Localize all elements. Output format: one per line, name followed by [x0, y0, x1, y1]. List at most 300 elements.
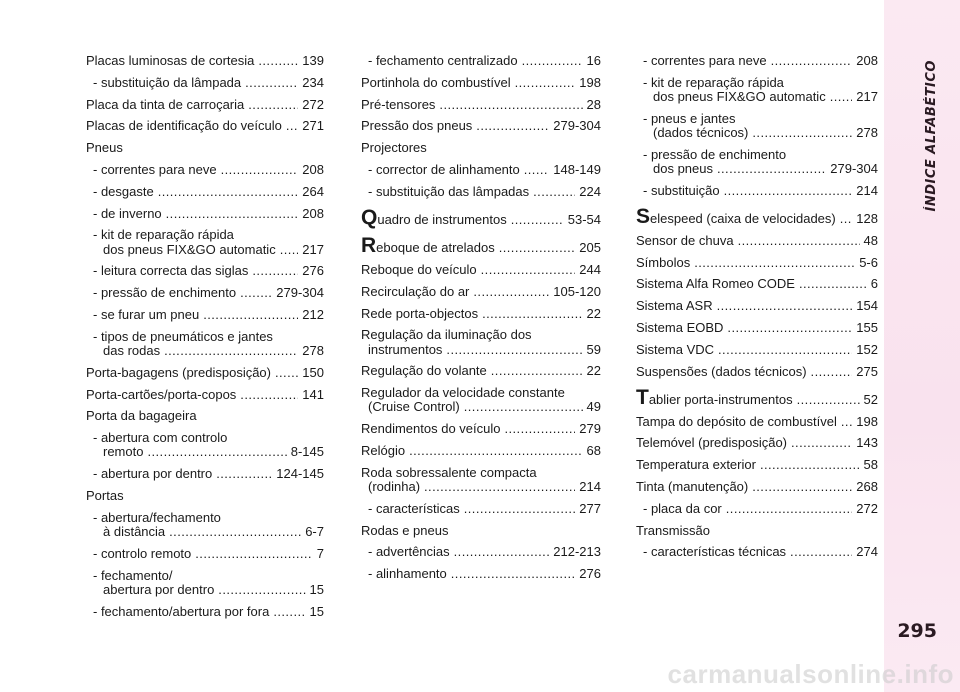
index-line: [361, 386, 601, 400]
index-term: uadro de instrumentos: [377, 211, 507, 227]
index-line: [86, 163, 324, 177]
page-reference: 217: [302, 241, 324, 257]
index-term: Regulação do volante: [361, 363, 487, 379]
page-reference: 58: [863, 457, 878, 473]
leader-dots: [533, 185, 575, 199]
page-reference: 15: [309, 603, 324, 619]
index-entry: [86, 388, 324, 402]
leader-dots: [738, 234, 860, 248]
page-reference: 8-145: [290, 444, 324, 460]
index-entry: [86, 569, 324, 597]
page-reference: 7: [316, 545, 324, 561]
index-line: [636, 112, 878, 126]
index-term: (dados técnicos): [653, 125, 749, 140]
page-reference: 214: [579, 478, 601, 494]
leader-dots: [286, 119, 298, 133]
index-line: [361, 285, 601, 299]
index-entry: [636, 148, 878, 176]
leader-dots: [275, 366, 298, 380]
index-entry: [361, 263, 601, 277]
index-term: Tampa do depósito de combustível: [636, 413, 837, 429]
page-number: 295: [897, 620, 937, 642]
page-reference: 105-120: [553, 283, 601, 299]
index-line: [636, 162, 878, 176]
page-reference: 264: [302, 183, 324, 199]
leader-dots: [840, 212, 853, 226]
page-reference: 278: [302, 342, 324, 358]
index-line: [361, 141, 601, 155]
leader-dots: [718, 343, 852, 357]
index-line: [86, 330, 324, 344]
index-line: [636, 524, 878, 538]
index-term: abertura por dentro: [103, 581, 215, 597]
page-reference: 208: [856, 53, 878, 68]
index-entry: [86, 409, 324, 423]
index-term: - características técnicas: [643, 544, 787, 560]
page-reference: 274: [856, 544, 878, 560]
index-term: Suspensões (dados técnicos): [636, 363, 807, 379]
index-term: dos pneus FIX&GO automatic: [103, 241, 276, 257]
index-line: [636, 415, 878, 429]
index-section-entry: [361, 234, 601, 258]
index-entry: [636, 299, 878, 313]
index-line: [636, 321, 878, 335]
index-line: [86, 76, 324, 90]
leader-dots: [791, 436, 852, 450]
index-line: [86, 228, 324, 242]
page-reference: 16: [586, 53, 601, 68]
leader-dots: [203, 308, 298, 322]
index-term: - pressão de enchimento: [643, 146, 787, 162]
index-term: Portinhola do combustível: [361, 74, 511, 90]
page-reference: 22: [586, 363, 601, 379]
index-entry: [636, 234, 878, 248]
leader-dots: [717, 162, 826, 176]
index-term: Placa da tinta de carroçaria: [86, 96, 245, 112]
page-reference: 214: [856, 182, 878, 198]
leader-dots: [158, 185, 299, 199]
page-reference: 277: [579, 500, 601, 516]
index-term: - abertura/fechamento: [93, 509, 221, 525]
index-line: [86, 185, 324, 199]
index-entry: [86, 163, 324, 177]
index-entry: [361, 444, 601, 458]
page-reference: 139: [302, 53, 324, 68]
index-entry: [636, 184, 878, 198]
index-line: [636, 54, 878, 68]
index-line: [361, 263, 601, 277]
index-line: [361, 234, 601, 258]
index-entry: [361, 422, 601, 436]
page-reference: 268: [856, 478, 878, 494]
index-line: [636, 90, 878, 104]
index-term: - fechamento/abertura por fora: [93, 603, 270, 619]
index-term: - desgaste: [93, 183, 154, 199]
index-entry: [361, 386, 601, 414]
page-reference: 48: [863, 232, 878, 248]
index-entry: [86, 286, 324, 300]
page-reference: 271: [302, 118, 324, 134]
index-entry: [361, 545, 601, 559]
index-term: - placa da cor: [643, 500, 722, 516]
index-entry: [361, 328, 601, 356]
index-term: - substituição: [643, 182, 720, 198]
page-reference: 205: [579, 240, 601, 256]
index-entry: [361, 466, 601, 494]
page-reference: 154: [856, 298, 878, 314]
index-line: [636, 385, 878, 409]
index-line: [361, 119, 601, 133]
index-term: Sistema EOBD: [636, 319, 724, 335]
index-entry: [636, 256, 878, 270]
index-term: - kit de reparação rápida: [643, 74, 784, 90]
index-column-1: [86, 54, 324, 626]
leader-dots: [511, 213, 564, 227]
index-term: (Cruise Control): [368, 399, 460, 415]
index-entry: [361, 567, 601, 581]
index-term: - fechamento/: [93, 567, 173, 583]
leader-dots: [504, 422, 575, 436]
page-reference: 212: [302, 306, 324, 322]
index-entry: [361, 364, 601, 378]
index-line: [361, 76, 601, 90]
index-entry: [86, 141, 324, 155]
index-line: [636, 76, 878, 90]
leader-dots: [245, 76, 298, 90]
index-line: [636, 148, 878, 162]
leader-dots: [424, 480, 575, 494]
leader-dots: [473, 285, 549, 299]
page-reference: 128: [856, 211, 878, 226]
page-reference: 198: [856, 413, 878, 429]
index-entry: [636, 343, 878, 357]
index-entry: [361, 76, 601, 90]
index-line: [361, 524, 601, 538]
leader-dots: [771, 54, 853, 68]
index-entry: [361, 285, 601, 299]
index-line: [636, 256, 878, 270]
index-term: Portas: [86, 487, 124, 503]
index-term: Projectores: [361, 140, 427, 156]
leader-dots: [476, 119, 549, 133]
index-entry: [86, 308, 324, 322]
index-entry: [636, 524, 878, 538]
leader-dots: [439, 98, 582, 112]
section-title: ÍNDICE ALFABÉTICO: [924, 60, 939, 212]
page-reference: 6-7: [305, 523, 324, 539]
index-term: - substituição da lâmpada: [93, 74, 242, 90]
index-term: Roda sobressalente compacta: [361, 464, 537, 480]
page-reference: 272: [302, 96, 324, 112]
index-term: Rodas e pneus: [361, 522, 449, 538]
index-entry: [86, 605, 324, 619]
index-line: [636, 365, 878, 379]
index-line: [361, 163, 601, 177]
leader-dots: [166, 207, 299, 221]
index-line: [636, 436, 878, 450]
index-term: - tipos de pneumáticos e jantes: [93, 328, 273, 344]
index-term: Reboque do veículo: [361, 261, 477, 277]
index-line: [86, 409, 324, 423]
index-line: [86, 605, 324, 619]
index-line: [86, 119, 324, 133]
index-entry: [86, 547, 324, 561]
index-entry: [86, 119, 324, 133]
index-term: elespeed (caixa de velocidades): [650, 211, 836, 226]
index-line: [361, 400, 601, 414]
index-line: [636, 343, 878, 357]
page-reference: 276: [302, 263, 324, 279]
page-reference: 224: [579, 183, 601, 199]
index-line: [86, 308, 324, 322]
index-entry: [361, 119, 601, 133]
index-term: - corrector de alinhamento: [368, 161, 520, 177]
leader-dots: [830, 90, 853, 104]
page-reference: 148-149: [553, 161, 601, 177]
index-line: [636, 480, 878, 494]
index-line: [361, 98, 601, 112]
index-term: Pneus: [86, 140, 123, 156]
section-initial: S: [636, 205, 651, 228]
page-reference: 152: [856, 341, 878, 357]
index-entry: [636, 502, 878, 516]
index-entry: [361, 185, 601, 199]
index-term: Rendimentos do veículo: [361, 421, 501, 437]
index-entry: [86, 264, 324, 278]
page-reference: 5-6: [859, 254, 878, 270]
index-entry: [636, 112, 878, 140]
index-term: - abertura por dentro: [93, 466, 213, 482]
index-column-2: [361, 54, 601, 589]
index-entry: [636, 54, 878, 68]
leader-dots: [752, 480, 852, 494]
leader-dots: [446, 343, 582, 357]
leader-dots: [409, 444, 582, 458]
index-line: [86, 569, 324, 583]
section-initial: R: [361, 234, 377, 258]
index-line: [636, 126, 878, 140]
page-reference: 279-304: [830, 161, 878, 176]
page-reference: 217: [856, 89, 878, 104]
page-reference: 59: [586, 341, 601, 357]
index-term: - controlo remoto: [93, 545, 192, 561]
index-entry: [86, 467, 324, 481]
leader-dots: [464, 400, 583, 414]
index-line: [86, 489, 324, 503]
index-entry: [636, 545, 878, 559]
index-entry: [86, 76, 324, 90]
index-term: Regulador da velocidade constante: [361, 385, 565, 401]
index-entry: [86, 366, 324, 380]
page-reference: 278: [856, 125, 878, 140]
index-section-entry: [361, 205, 601, 229]
leader-dots: [280, 243, 299, 257]
leader-dots: [258, 54, 298, 68]
index-line: [86, 547, 324, 561]
index-term: - características: [368, 500, 460, 516]
index-term: - kit de reparação rápida: [93, 227, 234, 243]
page-reference: 198: [579, 74, 601, 90]
index-entry: [86, 489, 324, 503]
index-term: eboque de atrelados: [376, 240, 495, 256]
leader-dots: [464, 502, 576, 516]
leader-dots: [515, 76, 576, 90]
index-term: - de inverno: [93, 205, 162, 221]
index-term: Transmissão: [636, 522, 710, 538]
index-line: [361, 343, 601, 357]
index-line: [361, 185, 601, 199]
index-entry: [361, 141, 601, 155]
index-line: [636, 234, 878, 248]
index-term: Telemóvel (predisposição): [636, 435, 788, 451]
index-entry: [636, 415, 878, 429]
index-entry: [361, 163, 601, 177]
leader-dots: [216, 467, 272, 481]
index-line: [361, 444, 601, 458]
index-term: - advertências: [368, 544, 450, 560]
index-term: Símbolos: [636, 254, 691, 270]
index-term: - correntes para neve: [93, 161, 217, 177]
leader-dots: [195, 547, 313, 561]
page-reference: 124-145: [276, 466, 324, 482]
index-term: Tinta (manutenção): [636, 478, 749, 494]
index-entry: [636, 436, 878, 450]
leader-dots: [169, 525, 301, 539]
leader-dots: [491, 364, 583, 378]
index-line: [86, 141, 324, 155]
index-line: [86, 207, 324, 221]
index-line: [636, 299, 878, 313]
page-reference: 272: [856, 500, 878, 516]
index-entry: [636, 321, 878, 335]
index-entry: [361, 54, 601, 68]
index-line: [86, 98, 324, 112]
index-term: das rodas: [103, 342, 161, 358]
page-reference: 155: [856, 319, 878, 335]
index-line: [636, 184, 878, 198]
index-line: [86, 431, 324, 445]
index-line: [636, 458, 878, 472]
leader-dots: [248, 98, 298, 112]
leader-dots: [811, 365, 853, 379]
index-term: dos pneus FIX&GO automatic: [653, 89, 826, 104]
index-term: Temperatura exterior: [636, 457, 756, 473]
index-term: Rede porta-objectos: [361, 305, 479, 321]
index-line: [86, 243, 324, 257]
page-reference: 150: [302, 364, 324, 380]
index-term: - pneus e jantes: [643, 110, 736, 126]
index-term: Pressão dos pneus: [361, 118, 473, 134]
index-section-entry: [636, 385, 878, 409]
page-reference: 15: [309, 581, 324, 597]
leader-dots: [524, 163, 550, 177]
index-line: [361, 328, 601, 342]
index-term: Relógio: [361, 442, 406, 458]
index-line: [636, 545, 878, 559]
index-term: ablier porta-instrumentos: [648, 391, 793, 407]
index-entry: [361, 524, 601, 538]
index-line: [86, 264, 324, 278]
leader-dots: [218, 583, 305, 597]
leader-dots: [522, 54, 583, 68]
page-reference: 244: [579, 261, 601, 277]
index-term: (rodinha): [368, 478, 421, 494]
index-term: - fechamento centralizado: [368, 53, 518, 68]
leader-dots: [451, 567, 576, 581]
page-reference: 68: [586, 442, 601, 458]
index-term: - pressão de enchimento: [93, 285, 237, 301]
index-entry: [86, 431, 324, 459]
index-line: [86, 344, 324, 358]
leader-dots: [273, 605, 305, 619]
index-line: [361, 54, 601, 68]
index-line: [361, 205, 601, 229]
index-term: remoto: [103, 444, 144, 460]
page-reference: 279-304: [276, 285, 324, 301]
index-term: Pré-tensores: [361, 96, 436, 112]
leader-dots: [717, 299, 853, 313]
index-entry: [636, 277, 878, 291]
index-term: à distância: [103, 523, 166, 539]
index-term: Placas luminosas de cortesia: [86, 53, 255, 68]
leader-dots: [164, 344, 298, 358]
index-entry: [636, 365, 878, 379]
index-term: - substituição das lâmpadas: [368, 183, 530, 199]
index-line: [86, 583, 324, 597]
leader-dots: [726, 502, 853, 516]
leader-dots: [694, 256, 855, 270]
index-term: Sistema Alfa Romeo CODE: [636, 276, 795, 292]
index-column-3: [636, 54, 878, 567]
index-entry: [361, 98, 601, 112]
page-reference: 208: [302, 205, 324, 221]
page-reference: 28: [586, 96, 601, 112]
index-term: Sensor de chuva: [636, 232, 734, 248]
leader-dots: [240, 388, 298, 402]
page-reference: 275: [856, 363, 878, 379]
leader-dots: [454, 545, 550, 559]
page-reference: 276: [579, 566, 601, 582]
index-entry: [86, 98, 324, 112]
leader-dots: [481, 263, 576, 277]
index-term: Sistema ASR: [636, 298, 713, 314]
leader-dots: [482, 307, 582, 321]
index-line: [86, 54, 324, 68]
leader-dots: [760, 458, 860, 472]
index-entry: [86, 228, 324, 256]
index-line: [86, 286, 324, 300]
index-line: [361, 422, 601, 436]
leader-dots: [240, 286, 272, 300]
index-line: [361, 545, 601, 559]
page-reference: 279-304: [553, 118, 601, 134]
page-reference: 234: [302, 74, 324, 90]
index-term: Regulação da iluminação dos: [361, 327, 532, 343]
index-entry: [636, 76, 878, 104]
index-entry: [86, 330, 324, 358]
index-line: [361, 466, 601, 480]
page-reference: 143: [856, 435, 878, 451]
index-line: [361, 307, 601, 321]
index-term: - alinhamento: [368, 566, 447, 582]
index-term: - abertura com controlo: [93, 430, 228, 446]
index-term: Porta-cartões/porta-copos: [86, 386, 237, 402]
page-reference: 279: [579, 421, 601, 437]
index-term: - leitura correcta das siglas: [93, 263, 249, 279]
index-line: [361, 480, 601, 494]
index-entry: [636, 458, 878, 472]
index-term: Porta-bagagens (predisposição): [86, 364, 271, 380]
